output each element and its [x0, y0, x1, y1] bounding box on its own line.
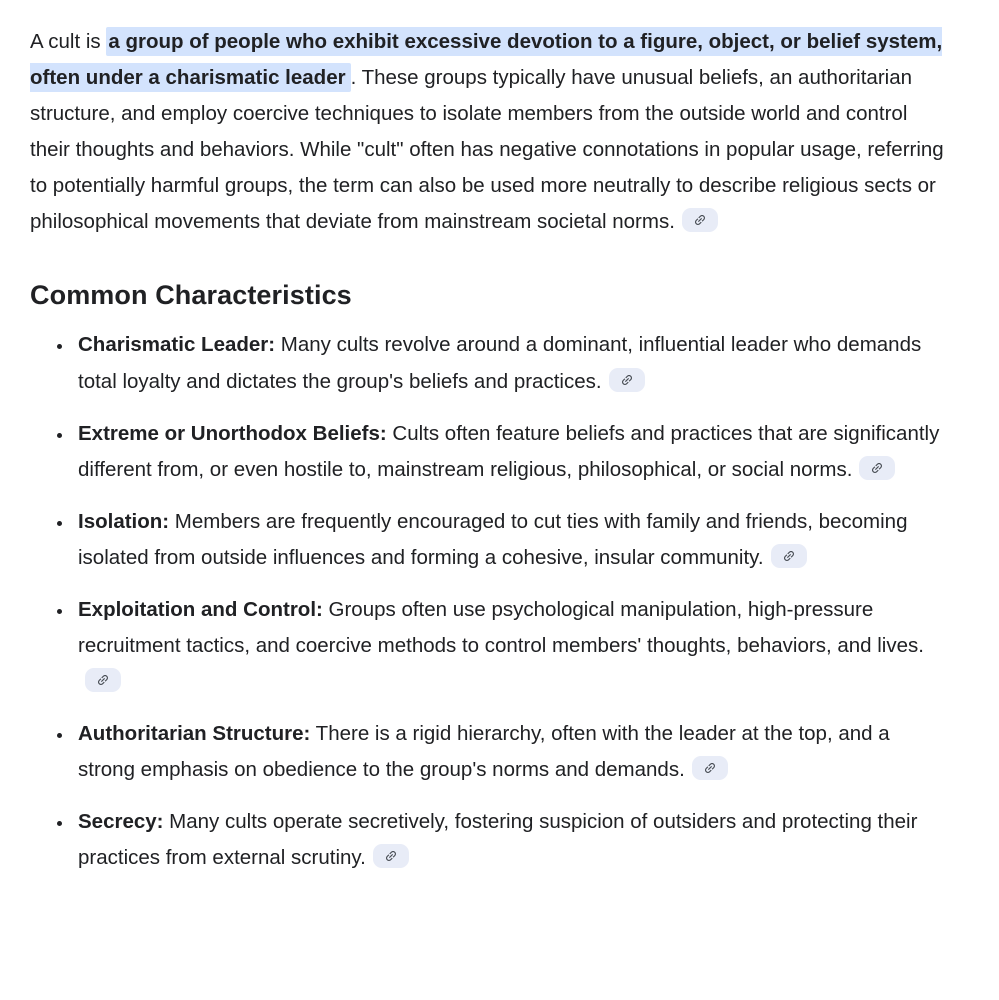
link-icon	[690, 210, 710, 230]
bullet-term: Isolation:	[78, 509, 170, 533]
link-icon	[93, 670, 113, 690]
list-item-extreme-beliefs	[74, 416, 947, 488]
highlighted-definition[interactable]: a group of people who exhibit excessive devotion to a figure, object, or belief system, often under a charismatic leader	[30, 27, 942, 92]
bullet-text: Many cults operate secretively, fostering suspicion of outsiders and protecting their practices from external scrutiny.	[78, 810, 918, 870]
citation-chip[interactable]	[85, 668, 121, 692]
intro-paragraph	[30, 24, 947, 240]
bullet-term: Extreme or Unorthodox Beliefs:	[78, 421, 387, 445]
bullet-text: Many cults revolve around a dominant, influential leader who demands total loyalty and dictates the group's beliefs and practices.	[78, 333, 922, 393]
list-item-secrecy	[74, 804, 947, 876]
list-item-exploitation-control	[74, 592, 947, 700]
citation-chip[interactable]	[859, 456, 895, 480]
section-heading: Common Characteristics	[30, 280, 352, 311]
bullet-term: Authoritarian Structure:	[78, 722, 311, 746]
list-item-authoritarian-structure	[74, 716, 947, 788]
bullet-term: Exploitation and Control:	[78, 597, 323, 621]
bullet-text: There is a rigid hierarchy, often with the leader at the top, and a strong emphasis on obedience to the group's norms and demands.	[78, 722, 890, 782]
list-item-isolation	[74, 504, 947, 576]
citation-chip[interactable]	[682, 208, 718, 232]
bullet-term: Charismatic Leader:	[78, 333, 276, 357]
link-icon	[868, 458, 888, 478]
link-icon	[617, 370, 637, 390]
bullet-text: Groups often use psychological manipulation, high-pressure recruitment tactics, and coercive methods to control members' thoughts, behaviors, and lives.	[78, 597, 924, 658]
intro-rest: . These groups typically have unusual beliefs, an authoritarian structure, and employ coercive techniques to isolate members from the outside world and control their thoughts and behaviors. While "cult" often has negative connotations in popular usage, referring to potentially harmful groups, the term can also be used more neutrally to describe religious sects or philosophical movements that deviate from mainstream societal norms.	[30, 66, 944, 234]
list-item-charismatic-leader	[74, 327, 947, 399]
bullet-text: Members are frequently encouraged to cut ties with family and friends, becoming isolated from outside influences and forming a cohesive, insular community.	[78, 509, 908, 569]
link-icon	[700, 758, 720, 778]
bullet-term: Secrecy:	[78, 810, 164, 834]
link-icon	[779, 546, 799, 566]
citation-chip[interactable]	[692, 756, 728, 780]
citation-chip[interactable]	[771, 544, 807, 568]
characteristics-list	[30, 327, 947, 876]
citation-chip[interactable]	[609, 368, 645, 392]
intro-prefix: A cult is	[30, 30, 107, 53]
link-icon	[381, 847, 401, 867]
bullet-text: Cults often feature beliefs and practices that are significantly different from, or even hostile to, mainstream religious, philosophical, or social norms.	[78, 421, 940, 481]
citation-chip[interactable]	[373, 844, 409, 868]
